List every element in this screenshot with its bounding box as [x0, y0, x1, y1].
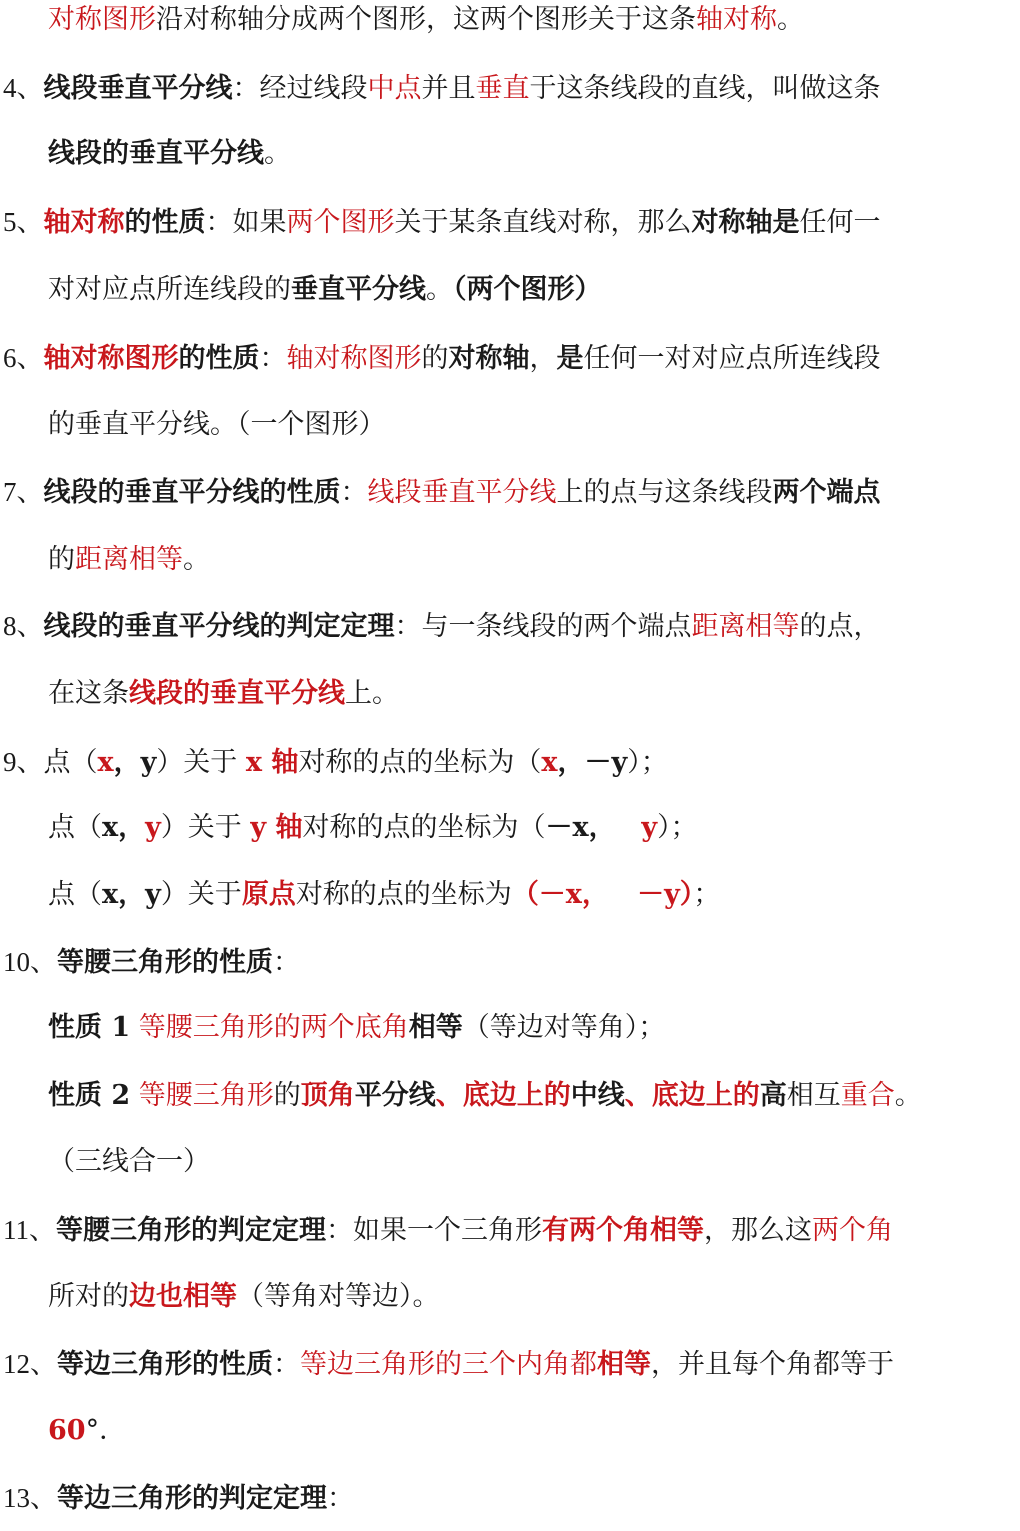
body-text: 相等 [408, 1012, 463, 1043]
highlighted-text: 、底边上的 [624, 1080, 760, 1111]
highlighted-text: y 轴 [250, 812, 303, 843]
body-text: 任何一对对应点所连线段 [583, 343, 881, 374]
item-6-line-1 [3, 338, 881, 378]
body-text: ： [340, 477, 368, 508]
highlighted-text: y [145, 812, 161, 843]
body-text: 。 [894, 1080, 922, 1111]
body-text: ， [118, 812, 146, 843]
body-text: 对称的点的坐标为（ [298, 747, 542, 778]
body-text: 是 [556, 343, 584, 374]
item-number: 10、 [3, 947, 57, 977]
highlighted-text: 原点 [241, 879, 296, 910]
body-text: ）关于 [160, 879, 242, 910]
body-text: 的性质 [178, 343, 260, 374]
body-text: （两个图形） [453, 274, 602, 305]
body-text: 性质 2 [48, 1080, 131, 1111]
highlighted-text: 垂直 [475, 73, 530, 104]
highlighted-text: 线段的垂直平分线 [129, 678, 345, 709]
item-number: 11、 [3, 1215, 56, 1245]
highlighted-text: 重合 [840, 1080, 895, 1111]
highlighted-text: 距离相等 [691, 611, 800, 642]
item-number: 13、 [3, 1483, 57, 1513]
body-text: ，并且每个角都等于 [651, 1349, 894, 1380]
body-text: （等边对等角）； [462, 1012, 666, 1043]
body-text: 等腰三角形的判定定理 [56, 1215, 326, 1246]
body-text: 沿对称轴分成两个图形，这两个图形关于这条 [156, 4, 696, 35]
body-text: 点（ [43, 747, 98, 778]
body-text: 点（ [48, 879, 102, 910]
body-text: ， [557, 747, 585, 778]
highlighted-text: 轴对称图形 [43, 343, 179, 374]
body-text: ，那么这 [704, 1215, 812, 1246]
body-text: 所对的 [48, 1281, 129, 1312]
body-text [616, 812, 642, 843]
highlighted-text: 有两个角相等 [542, 1215, 704, 1246]
highlighted-text: 两个角 [812, 1215, 893, 1246]
body-text: 的 [48, 544, 75, 575]
body-text: ： [327, 1483, 354, 1514]
body-text: 在这条 [48, 678, 129, 709]
body-text: ）关于 [160, 812, 251, 843]
body-text: 并且 [421, 73, 476, 104]
highlighted-text: 顶角 [300, 1080, 355, 1111]
body-text: x [102, 879, 119, 910]
item-13-line-1 [3, 1478, 354, 1518]
item-number: 5、 [3, 207, 44, 237]
body-text: 上的点与这条线段 [556, 477, 773, 508]
item-4-line-2 [48, 134, 291, 174]
highlighted-text: 60 [48, 1415, 86, 1446]
item-5-line-2 [48, 270, 602, 310]
body-text: 的 [421, 343, 449, 374]
body-text: y [140, 747, 157, 778]
body-text: x [102, 812, 119, 843]
body-text: 。 [264, 138, 291, 169]
body-text: 等边三角形的性质 [57, 1349, 273, 1380]
body-text: 对称的点的坐标为（ [302, 812, 546, 843]
body-text: ：如果 [205, 207, 287, 238]
item-number: 9、 [3, 747, 44, 777]
body-text: ， [529, 343, 557, 374]
body-text: （等角对等边）。 [237, 1281, 440, 1312]
item-number: 6、 [3, 343, 44, 373]
body-text: 两个端点 [772, 477, 881, 508]
body-text: ）关于 [156, 747, 246, 778]
body-text: 。 [777, 4, 804, 35]
body-text: （三线合一） [48, 1146, 210, 1177]
body-text: 。 [183, 544, 210, 575]
highlighted-text: 对称图形 [48, 4, 156, 35]
highlighted-text: 距离相等 [75, 544, 183, 575]
item-10-line-2 [48, 1008, 665, 1048]
body-text: 对称轴 [448, 343, 530, 374]
highlighted-text: 边也相等 [129, 1281, 237, 1312]
body-text: ， [113, 747, 141, 778]
body-text: 关于某条直线对称，那么 [394, 207, 692, 238]
highlighted-text: 两个图形 [286, 207, 395, 238]
highlighted-text: x [97, 747, 114, 778]
highlighted-text: x 轴 [245, 747, 299, 778]
item-9-line-3 [48, 875, 720, 915]
highlighted-text: （－x， －y） [511, 879, 694, 910]
highlighted-text: 、底边上的 [435, 1080, 571, 1111]
item-number: 12、 [3, 1349, 57, 1379]
item-10-line-3 [48, 1076, 922, 1116]
item-4-line-1 [3, 68, 881, 108]
line-0 [48, 0, 804, 40]
body-text: 等边三角形的判定定理 [57, 1483, 327, 1514]
body-text: ， [118, 879, 146, 910]
body-text: 等腰三角形的性质 [57, 947, 273, 978]
body-text: ： [273, 947, 300, 978]
body-text: 线段垂直平分线 [43, 73, 233, 104]
item-7-line-2 [48, 540, 210, 580]
highlighted-text: y [641, 812, 658, 843]
body-text: ° [85, 1415, 100, 1446]
body-text: ）； [627, 747, 668, 778]
body-text: 中线 [570, 1080, 625, 1111]
item-12-line-1 [3, 1344, 894, 1384]
body-text: 相互 [786, 1080, 841, 1111]
body-text: ： [259, 343, 287, 374]
item-8-line-1 [3, 606, 881, 646]
item-11-line-2 [48, 1277, 440, 1317]
body-text: 线段的垂直平分线的判定定理 [43, 611, 395, 642]
item-11-line-1 [3, 1210, 893, 1250]
item-number: 7、 [3, 477, 44, 507]
body-text: ）； [657, 812, 698, 843]
highlighted-text: 中点 [367, 73, 422, 104]
body-text: 的点， [799, 611, 881, 642]
item-12-line-2 [48, 1411, 126, 1451]
body-text: ． [99, 1415, 127, 1446]
body-text: 高 [759, 1080, 787, 1111]
highlighted-text: 等边三角形的三个内角都 [300, 1349, 597, 1380]
body-text: 的垂直平分线。（一个图形） [48, 409, 386, 440]
item-9-line-2 [48, 808, 698, 848]
item-8-line-2 [48, 674, 399, 714]
body-text: 垂直平分线 [291, 274, 426, 305]
body-text: －y [584, 747, 628, 778]
item-number: 8、 [3, 611, 44, 641]
highlighted-text: x [541, 747, 558, 778]
body-text: 的 [273, 1080, 301, 1111]
item-10-line-4 [48, 1142, 210, 1182]
item-number: 4、 [3, 73, 44, 103]
body-text: 于这条线段的直线，叫做这条 [529, 73, 881, 104]
item-7-line-1 [3, 472, 881, 512]
body-text: ： [273, 1349, 300, 1380]
body-text: 上。 [345, 678, 399, 709]
body-text: ：与一条线段的两个端点 [394, 611, 692, 642]
highlighted-text: 等腰三角形 [138, 1080, 274, 1111]
item-5-line-1 [3, 202, 881, 242]
body-text: y [145, 879, 161, 910]
body-text: 。 [426, 274, 453, 305]
body-text [130, 1012, 139, 1043]
item-9-line-1 [3, 742, 668, 782]
item-10-line-1 [3, 942, 300, 982]
body-text: ； [693, 879, 721, 910]
body-text: 线段的垂直平分线 [48, 138, 264, 169]
body-text: －x， [545, 812, 616, 843]
highlighted-text: 轴对称图形 [286, 343, 422, 374]
body-text: ：经过线段 [232, 73, 368, 104]
item-6-line-2 [48, 405, 386, 445]
body-text [130, 1080, 139, 1111]
highlighted-text: 轴对称 [43, 207, 125, 238]
body-text: 性质 1 [48, 1012, 131, 1043]
body-text: 任何一 [799, 207, 881, 238]
highlighted-text: 等腰三角形的两个底角 [138, 1012, 409, 1043]
body-text: 的性质 [124, 207, 206, 238]
body-text: 对对应点所连线段的 [48, 274, 291, 305]
body-text: 对称的点的坐标为 [295, 879, 512, 910]
body-text: 平分线 [354, 1080, 436, 1111]
highlighted-text: 线段垂直平分线 [367, 477, 557, 508]
body-text: 对称轴是 [691, 207, 800, 238]
body-text: ：如果一个三角形 [326, 1215, 542, 1246]
body-text: 线段的垂直平分线的性质 [43, 477, 341, 508]
body-text: 点（ [48, 812, 102, 843]
highlighted-text: 轴对称 [696, 4, 777, 35]
highlighted-text: 相等 [597, 1349, 651, 1380]
